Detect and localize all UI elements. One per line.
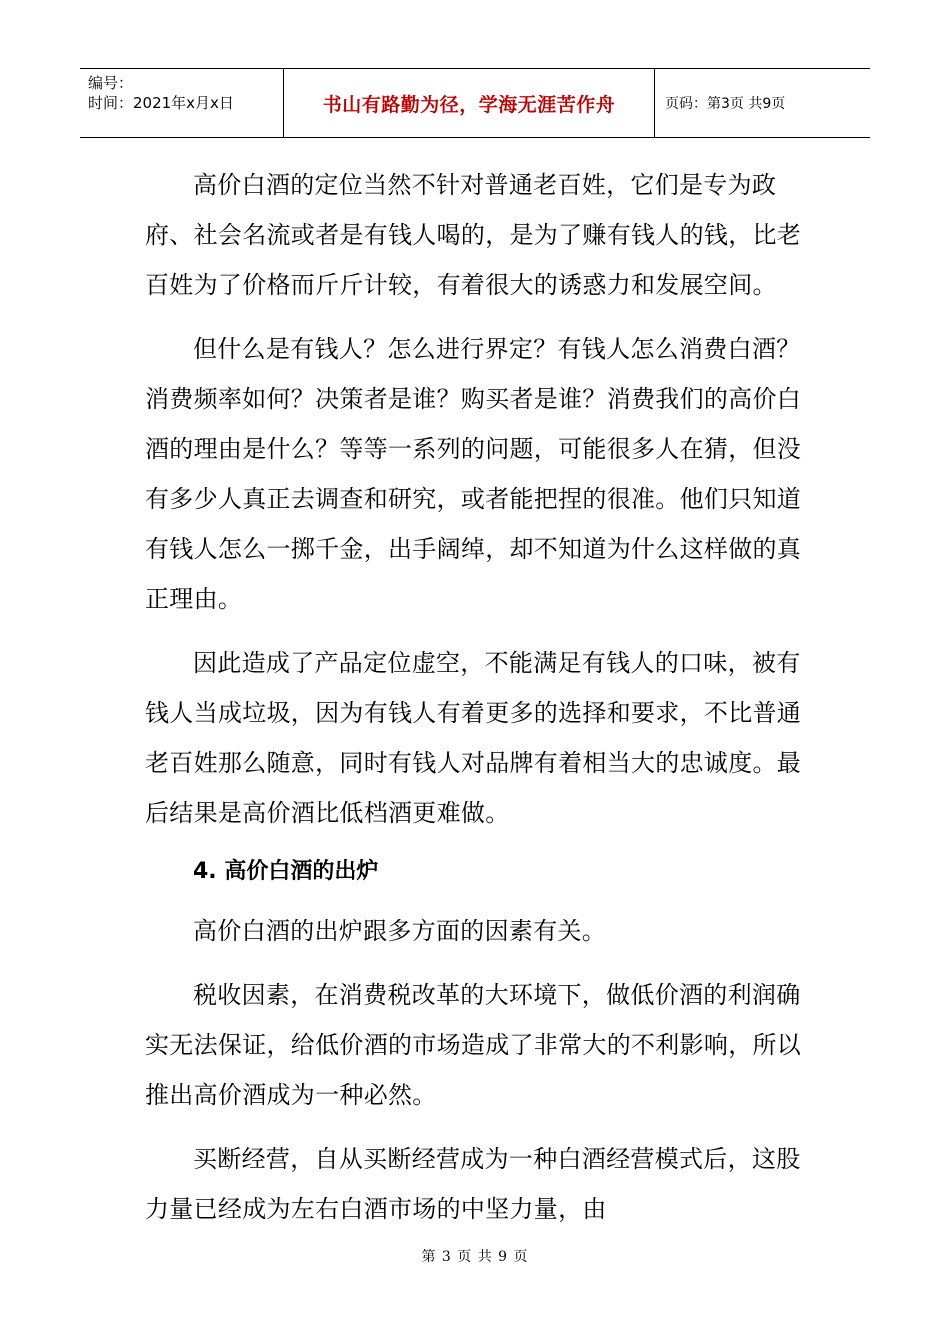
header-motto: 书山有路勤为径，学海无涯苦作舟: [283, 69, 655, 137]
page-header: [80, 68, 870, 138]
paragraph: 税收因素，在消费税改革的大环境下，做低价酒的利润确实无法保证，给低价酒的市场造成了非常大的不利影响，所以推出高价酒成为一种必然。: [145, 981, 802, 1109]
date-label: 时间：2021年x月x日: [88, 94, 234, 112]
paragraph: 高价白酒的出炉跟多方面的因素有关。: [193, 917, 607, 945]
serial-label: 编号：: [88, 74, 134, 92]
document-body: [145, 160, 810, 1248]
header-page-info: 页码：第3页 共9页: [665, 96, 786, 112]
header-meta: [80, 69, 283, 137]
paragraph: 但什么是有钱人？怎么进行界定？有钱人怎么消费白酒？消费频率如何？决策者是谁？购买者是谁？消费我们的高价白酒的理由是什么？等等一系列的问题，可能很多人在猜，但没有多少人真正去调查和研究，或者能把捏的很准。他们只知道有钱人怎么一掷千金，出手阔绰，却不知道为什么这样做的真正理由。: [145, 335, 802, 613]
paragraph: 高价白酒的定位当然不针对普通老百姓，它们是专为政府、社会名流或者是有钱人喝的，是为了赚有钱人的钱，比老百姓为了价格而斤斤计较，有着很大的诱惑力和发展空间。: [145, 171, 802, 299]
paragraph: 买断经营，自从买断经营成为一种白酒经营模式后，这股力量已经成为左右白酒市场的中坚力量，由: [145, 1145, 801, 1223]
paragraph: 因此造成了产品定位虚空，不能满足有钱人的口味，被有钱人当成垃圾，因为有钱人有着更多的选择和要求，不比普通老百姓那么随意，同时有钱人对品牌有着相当大的忠诚度。最后结果是高价酒比低档酒更难做。: [145, 649, 802, 827]
page-footer: 第 3 页 共 9 页: [421, 1249, 529, 1265]
section-heading: 4. 高价白酒的出炉: [193, 859, 379, 884]
